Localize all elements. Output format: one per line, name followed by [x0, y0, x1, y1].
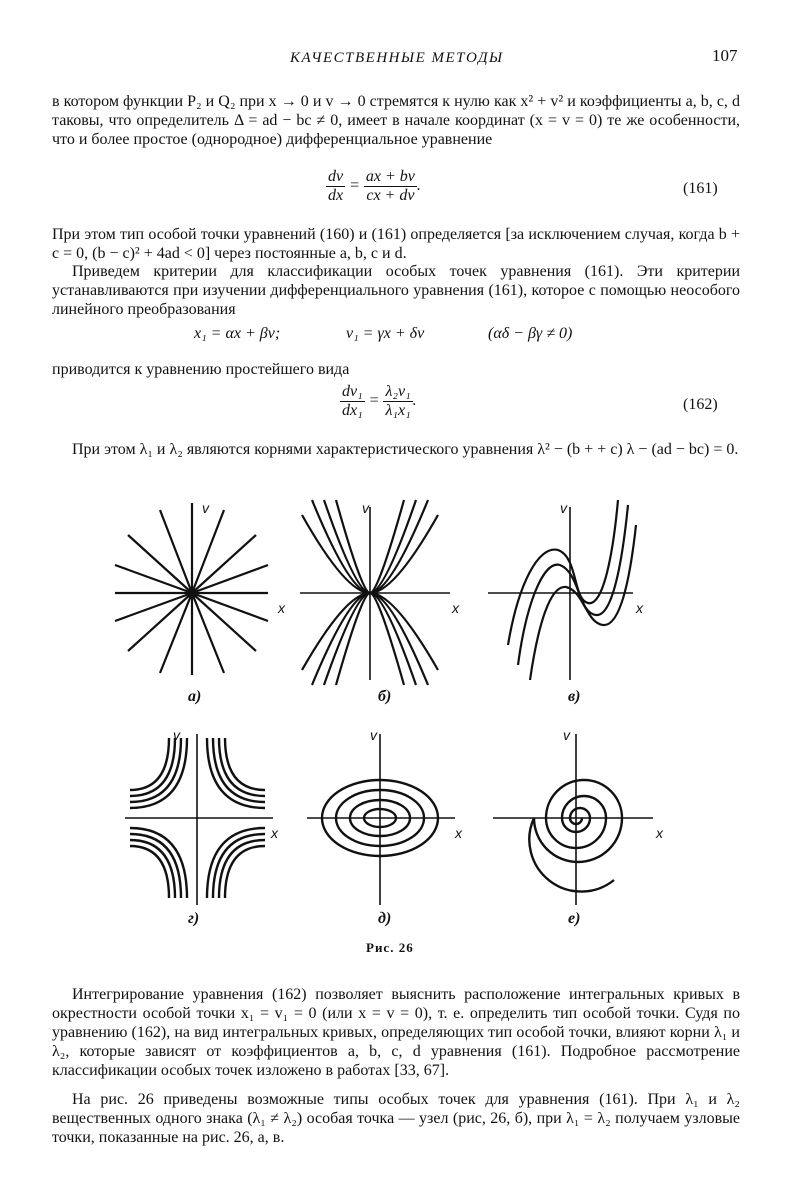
paragraph-7: На рис. 26 приведены возможные типы особых точек для уравнения (161). При λ₁ и λ₂ вещественных одного знака (λ₁ ≠ λ₂) особая точка — узел (рис, 26, б), при λ₁ = λ₂ получаем узловые точки, показанные на рис. 26, а, в.	[52, 1091, 740, 1146]
panel-c-curves	[508, 500, 636, 680]
equation-number-162: (162)	[683, 396, 718, 413]
panel-a-star-node	[110, 495, 285, 695]
panel-f-label: е)	[568, 910, 581, 927]
panel-c-label: в)	[568, 688, 581, 705]
running-header: КАЧЕСТВЕННЫЕ МЕТОДЫ	[290, 50, 504, 66]
eq161-lhs-num: dv	[328, 168, 344, 185]
paragraph-4: приводится к уравнению простейшего вида	[52, 361, 350, 378]
page-number: 107	[712, 46, 738, 65]
equation-162: $\frac{\text{dv₁}}{\text{dx₁}}$ = $\frac{\text{λ₂v₁}}{\text{λ₁x₁}}$ .	[342, 383, 417, 419]
equation-161: $\frac{dv}{dx}$ = $\frac{ax + bv}{cx + dv}$ .	[328, 168, 421, 204]
eq161-rhs-den: cx + dv	[366, 187, 415, 204]
panel-c-x-label: x	[636, 600, 643, 616]
panel-a-v-label: v	[202, 500, 209, 516]
eq162-rhs-den: λ₁x₁	[385, 402, 411, 419]
panel-a-x-label: x	[278, 600, 285, 616]
eq161-rhs-num: ax + bv	[365, 168, 415, 185]
panel-f-v-label: v	[563, 727, 570, 743]
panel-c-v-label: v	[560, 500, 567, 516]
panel-b-label: б)	[378, 688, 392, 705]
eq161-tail: .	[416, 177, 421, 195]
paragraph-6: Интегрирование уравнения (162) позволяет выяснить расположение интегральных кривых в окрестности особой точки x₁ = v₁ = 0 (или x = v = 0), т. е. определить тип особой точки. Судя по уравнению (162), на вид интегральных кривых, определяющих тип особой точки, влияют корни λ₁ и λ₂, которые зависят от коэффициентов a, b, c, d уравнения (161). Подробное рассмотрение классификации особых точек изложено в работах [33, 67].	[52, 986, 740, 1079]
figure-caption: Рис. 26	[366, 940, 414, 955]
panel-a-singular-point	[187, 588, 197, 598]
eq162-tail: .	[412, 392, 417, 410]
panel-a-label: а)	[188, 688, 202, 705]
panel-b-x-label: x	[452, 600, 459, 616]
panel-e-x-label: x	[455, 825, 462, 841]
paragraph-5: При этом λ₁ и λ₂ являются корнями характеристического уравнения λ² − (b + + c) λ − (ad − bc) = 0.	[72, 441, 739, 458]
panel-d-saddle	[125, 720, 285, 920]
panel-c-degenerate-node	[488, 495, 658, 695]
eq162-lhs-num: dv₁	[342, 383, 363, 400]
paragraph-1: в котором функции P₂ и Q₂ при x → 0 и v → 0 стремятся к нулю как x² + v² и коэффициенты a, b, c, d таковы, что определитель Δ = ad − bc ≠ 0, имеет в начале координат (x = v = 0) те же особенности, что и более простое (однородное) дифференциальное уравнение	[52, 93, 740, 148]
panel-d-x-label: x	[271, 825, 278, 841]
panel-b-v-label: v	[362, 500, 369, 516]
panel-b-node	[300, 495, 470, 695]
panel-e-label: д)	[378, 910, 392, 927]
panel-d-v-label: v	[173, 727, 180, 743]
eq162-rhs-num: λ₂v₁	[385, 383, 411, 400]
panel-e-center	[305, 720, 475, 920]
panel-d-label: г)	[188, 910, 200, 927]
transform-condition: (αδ − βγ ≠ 0)	[488, 325, 573, 342]
transform-v1: v₁ = γx + δv	[346, 325, 425, 342]
paragraph-3: Приведем критерии для классификации особых точек уравнения (161). Эти критерии устанавливаются при изучении дифференциального уравнения (161), которое с помощью неособого линейного преобразования	[52, 263, 740, 318]
panel-f-focus	[488, 720, 663, 920]
eq161-lhs-den: dx	[328, 187, 344, 204]
panel-e-v-label: v	[370, 727, 377, 743]
paragraph-2: При этом тип особой точки уравнений (160) и (161) определяется [за исключением случая, когда b + c = 0, (b − c)² + 4ad < 0] через постоянные a, b, c и d.	[52, 226, 740, 262]
transform-x1: x₁ = αx + βv;	[194, 325, 281, 342]
eq162-lhs-den: dx₁	[342, 402, 363, 419]
panel-f-x-label: x	[656, 825, 663, 841]
equation-number-161: (161)	[683, 180, 718, 197]
